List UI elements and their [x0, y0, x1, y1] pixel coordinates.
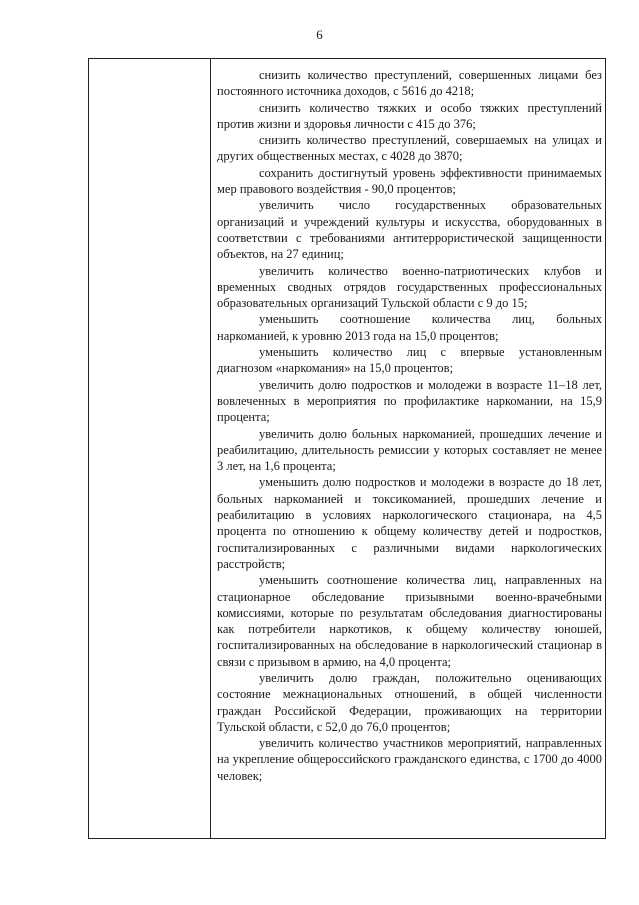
target-item: уменьшить долю подростков и молодежи в возрасте до 18 лет, больных наркоманией и токсикоманией, прошедших лечение и реабилитацию в условиях наркологического стационара, на 4,5 процента по отношению к общему количеству детей и подростков, госпитализированных с различными видами наркологических расстройств;	[217, 475, 602, 571]
target-item: увеличить долю подростков и молодежи в возрасте 11–18 лет, вовлеченных в мероприятия по профилактике наркомании, на 15,9 процента;	[217, 377, 602, 425]
target-item: уменьшить соотношение количества лиц, больных наркоманией, к уровню 2013 года на 15,0 процентов;	[217, 312, 602, 343]
page-number: 6	[316, 27, 323, 42]
document-table	[88, 58, 606, 839]
target-item: уменьшить количество лиц с впервые установленным диагнозом «наркомания» на 15,0 процентов;	[217, 345, 602, 376]
target-item: увеличить количество военно-патриотических клубов и временных сводных отрядов государственных профессиональных образовательных организаций Тульской области с 9 до 15;	[217, 263, 602, 311]
target-item: увеличить долю граждан, положительно оценивающих состояние межнациональных отношений, в общей численности граждан Российской Федерации, проживающих на территории Тульской области, с 52,0 до 76,0 процентов;	[217, 670, 602, 734]
target-item: увеличить количество участников мероприятий, направленных на укрепление общероссийского гражданского единства, с 1700 до 4000 человек;	[217, 736, 602, 783]
table-cell-left-empty	[89, 59, 211, 839]
target-item: увеличить долю больных наркоманией, прошедших лечение и реабилитацию, длительность ремиссии у которых составляет не менее 3 лет, на 1,6 процента;	[217, 426, 602, 474]
target-item: снизить количество тяжких и особо тяжких преступлений против жизни и здоровья личности с 415 до 376;	[217, 100, 602, 131]
table-row	[89, 59, 606, 839]
target-item: уменьшить соотношение количества лиц, направленных на стационарное обследование призывными военно-врачебными комиссиями, которые по результатам обследования диагностированы как потребители наркотиков, к общему количеству юношей, госпитализированных на обследование в наркологический стационар в связи с призывом в армию, на 4,0 процента;	[217, 573, 602, 669]
target-item: сохранить достигнутый уровень эффективности принимаемых мер правового воздействия - 90,0 процентов;	[217, 165, 602, 197]
table-cell-targets	[211, 59, 606, 839]
target-item: снизить количество преступлений, совершенных лицами без постоянного источника доходов, с 5616 до 4218;	[217, 68, 602, 99]
target-item: увеличить число государственных образовательных организаций и учреждений культуры и искусства, оборудованных в соответствии с требованиями антитеррористической защищенности объектов, на 27 единиц;	[217, 198, 602, 262]
target-item: снизить количество преступлений, совершаемых на улицах и других общественных местах, с 4028 до 3870;	[217, 133, 602, 164]
